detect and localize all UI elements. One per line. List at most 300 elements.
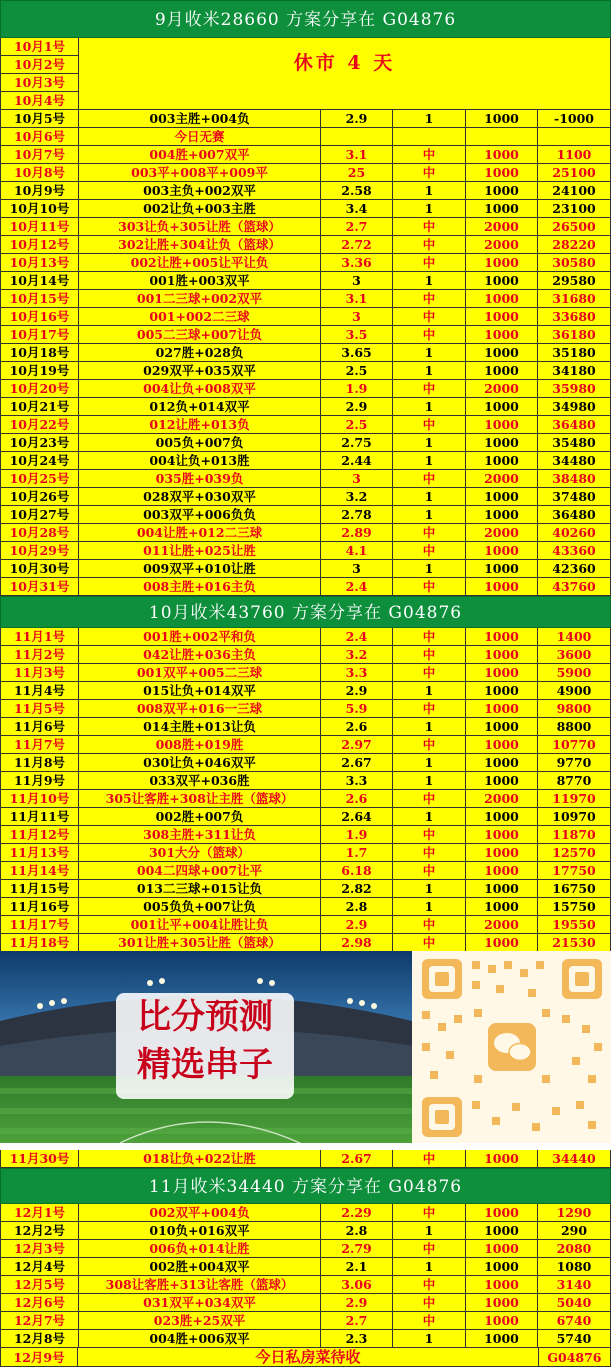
table-row (0, 578, 611, 596)
holiday-date: 10月2号 (0, 56, 79, 74)
row-date: 12月2号 (0, 1222, 79, 1239)
table-row (0, 128, 611, 146)
row-stake: 1000 (466, 1204, 538, 1221)
table-row (0, 1222, 611, 1240)
row-stake: 1000 (466, 862, 538, 879)
row-balance: 1100 (538, 146, 611, 163)
row-match: 004让负+013胜 (79, 452, 321, 469)
row-stake: 2000 (466, 524, 538, 541)
row-odds: 2.8 (321, 1222, 393, 1239)
table-row (0, 524, 611, 542)
row-balance: 11870 (538, 826, 611, 843)
row-stake: 1000 (466, 182, 538, 199)
row-match: 004二四球+007让平 (79, 862, 321, 879)
row-stake: 1000 (466, 754, 538, 771)
table-row (0, 200, 611, 218)
row-result: 1 (393, 808, 466, 825)
holiday-dates (0, 38, 79, 110)
row-date: 10月8号 (0, 164, 79, 181)
row-date: 10月24号 (0, 452, 79, 469)
row-date: 11月7号 (0, 736, 79, 753)
row-date: 11月10号 (0, 790, 79, 807)
row-balance: 1290 (538, 1204, 611, 1221)
row-stake: 1000 (466, 880, 538, 897)
row-balance: 19550 (538, 916, 611, 933)
row-match: 001双平+005二三球 (79, 664, 321, 681)
row-stake: 1000 (466, 416, 538, 433)
row-date: 11月4号 (0, 682, 79, 699)
row-result: 1 (393, 398, 466, 415)
table-row (0, 452, 611, 470)
row-match: 005二三球+007让负 (79, 326, 321, 343)
row-result: 中 (393, 326, 466, 343)
row-date: 10月6号 (0, 128, 79, 145)
row-date: 11月6号 (0, 718, 79, 735)
row-date: 12月8号 (0, 1330, 79, 1347)
row-date: 10月18号 (0, 344, 79, 361)
row-result: 1 (393, 506, 466, 523)
row-balance: 12570 (538, 844, 611, 861)
row-balance: 3600 (538, 646, 611, 663)
row-date: 11月14号 (0, 862, 79, 879)
table-row (0, 754, 611, 772)
row-stake: 1000 (466, 664, 538, 681)
row-match: 013二三球+015让负 (79, 880, 321, 897)
row-stake: 1000 (466, 362, 538, 379)
row-odds: 2.9 (321, 682, 393, 699)
row-result: 中 (393, 862, 466, 879)
row-balance: 5040 (538, 1294, 611, 1311)
row-date: 10月14号 (0, 272, 79, 289)
table-row (0, 380, 611, 398)
row-match: 035胜+039负 (79, 470, 321, 487)
row-odds: 1.9 (321, 826, 393, 843)
row-result: 1 (393, 1258, 466, 1275)
row-match: 002双平+004负 (79, 1204, 321, 1221)
row-date: 10月25号 (0, 470, 79, 487)
row-stake: 1000 (466, 308, 538, 325)
table-row (0, 646, 611, 664)
row-match: 012负+014双平 (79, 398, 321, 415)
table-row (0, 1294, 611, 1312)
row-balance: 34980 (538, 398, 611, 415)
row-odds: 2.7 (321, 1312, 393, 1329)
row-result: 中 (393, 736, 466, 753)
row-date: 10月19号 (0, 362, 79, 379)
row-date: 10月17号 (0, 326, 79, 343)
row-date: 10月16号 (0, 308, 79, 325)
row-result: 中 (393, 1150, 466, 1167)
row-odds: 2.72 (321, 236, 393, 253)
row-date: 10月30号 (0, 560, 79, 577)
table-row (0, 326, 611, 344)
row-odds: 2.9 (321, 1294, 393, 1311)
row-balance: 290 (538, 1222, 611, 1239)
table-row (0, 1330, 611, 1348)
holiday-message: 休市 4 天 (79, 38, 611, 110)
table-row (0, 718, 611, 736)
row-balance: 8800 (538, 718, 611, 735)
promo-banner[interactable] (0, 951, 611, 1143)
row-result: 1 (393, 772, 466, 789)
row-date: 10月15号 (0, 290, 79, 307)
row-match: 305让客胜+308让主胜（篮球） (79, 790, 321, 807)
row-match: 002让负+003主胜 (79, 200, 321, 217)
row-stake: 1000 (466, 560, 538, 577)
row-result: 中 (393, 700, 466, 717)
row-balance: 42360 (538, 560, 611, 577)
row-date: 10月21号 (0, 398, 79, 415)
november-tail-table (0, 1150, 611, 1168)
september-summary-banner: 9月收米28660 方案分享在 G04876 (0, 0, 611, 38)
row-result: 1 (393, 362, 466, 379)
row-odds: 2.4 (321, 628, 393, 645)
row-odds: 2.8 (321, 898, 393, 915)
row-odds: 3.1 (321, 146, 393, 163)
row-date: 10月29号 (0, 542, 79, 559)
row-date: 10月10号 (0, 200, 79, 217)
row-stake: 1000 (466, 398, 538, 415)
row-match: 今日无赛 (79, 128, 321, 145)
october-table (0, 110, 611, 596)
row-result: 1 (393, 560, 466, 577)
row-result: 中 (393, 164, 466, 181)
row-match: 028双平+030双平 (79, 488, 321, 505)
row-result: 中 (393, 646, 466, 663)
row-match: 008主胜+016主负 (79, 578, 321, 595)
row-date: 11月16号 (0, 898, 79, 915)
table-row (0, 344, 611, 362)
row-odds: 3.65 (321, 344, 393, 361)
row-odds: 2.44 (321, 452, 393, 469)
row-odds: 2.67 (321, 754, 393, 771)
row-stake: 2000 (466, 218, 538, 235)
row-odds: 2.75 (321, 434, 393, 451)
row-stake: 1000 (466, 1330, 538, 1347)
row-odds: 2.58 (321, 182, 393, 199)
row-match: 003平+008平+009平 (79, 164, 321, 181)
row-result: 中 (393, 254, 466, 271)
promo-line-2: 精选串子 (137, 1045, 273, 1085)
row-stake: 1000 (466, 254, 538, 271)
row-result: 中 (393, 790, 466, 807)
row-odds: 2.9 (321, 398, 393, 415)
table-row (0, 898, 611, 916)
row-match: 015让负+014双平 (79, 682, 321, 699)
row-date: 11月8号 (0, 754, 79, 771)
row-stake: 1000 (466, 934, 538, 951)
table-row (0, 1204, 611, 1222)
row-odds: 2.67 (321, 1150, 393, 1167)
footer-message: 今日私房菜待收 (78, 1348, 539, 1366)
table-row (0, 934, 611, 952)
row-odds: 3.5 (321, 326, 393, 343)
table-row (0, 1150, 611, 1168)
row-stake (466, 128, 538, 145)
row-date: 11月5号 (0, 700, 79, 717)
october-summary-banner: 10月收米43760 方案分享在 G04876 (0, 596, 611, 628)
row-date: 11月12号 (0, 826, 79, 843)
row-match: 301让胜+305让胜（篮球） (79, 934, 321, 951)
row-odds: 3 (321, 272, 393, 289)
row-result: 中 (393, 934, 466, 951)
table-row (0, 164, 611, 182)
row-date: 12月6号 (0, 1294, 79, 1311)
row-stake: 2000 (466, 470, 538, 487)
row-match: 029双平+035双平 (79, 362, 321, 379)
table-row (0, 844, 611, 862)
row-stake: 1000 (466, 488, 538, 505)
row-stake: 1000 (466, 844, 538, 861)
row-odds: 2.82 (321, 880, 393, 897)
row-match: 001胜+003双平 (79, 272, 321, 289)
row-stake: 1000 (466, 434, 538, 451)
row-odds: 2.1 (321, 1258, 393, 1275)
row-date: 11月17号 (0, 916, 79, 933)
holiday-date: 10月1号 (0, 38, 79, 56)
row-balance: 30580 (538, 254, 611, 271)
row-date: 11月13号 (0, 844, 79, 861)
row-stake: 2000 (466, 790, 538, 807)
row-match: 001二三球+002双平 (79, 290, 321, 307)
row-date: 11月2号 (0, 646, 79, 663)
row-balance: 1400 (538, 628, 611, 645)
row-balance: 36480 (538, 416, 611, 433)
row-match: 005负负+007让负 (79, 898, 321, 915)
row-stake: 1000 (466, 164, 538, 181)
december-table (0, 1204, 611, 1348)
row-result: 中 (393, 916, 466, 933)
row-match: 008双平+016一三球 (79, 700, 321, 717)
row-odds: 1.9 (321, 380, 393, 397)
table-row (0, 488, 611, 506)
row-result: 中 (393, 470, 466, 487)
row-odds: 3.3 (321, 772, 393, 789)
row-result: 中 (393, 664, 466, 681)
row-odds: 2.9 (321, 916, 393, 933)
table-row (0, 218, 611, 236)
row-match: 301大分（篮球） (79, 844, 321, 861)
table-row (0, 1240, 611, 1258)
table-row (0, 236, 611, 254)
row-match: 003主负+002双平 (79, 182, 321, 199)
table-row (0, 664, 611, 682)
row-result: 中 (393, 308, 466, 325)
row-result: 1 (393, 1222, 466, 1239)
row-match: 004让胜+012二三球 (79, 524, 321, 541)
row-stake: 1000 (466, 700, 538, 717)
row-balance: 4900 (538, 682, 611, 699)
row-result: 1 (393, 682, 466, 699)
footer-code: G04876 (539, 1348, 611, 1366)
row-balance: 5740 (538, 1330, 611, 1347)
row-odds: 3.2 (321, 488, 393, 505)
row-stake: 2000 (466, 236, 538, 253)
table-row (0, 826, 611, 844)
row-stake: 1000 (466, 146, 538, 163)
row-result: 中 (393, 1204, 466, 1221)
row-balance: 36480 (538, 506, 611, 523)
row-date: 10月22号 (0, 416, 79, 433)
row-stake: 1000 (466, 1240, 538, 1257)
row-stake: 1000 (466, 1258, 538, 1275)
row-balance: 43360 (538, 542, 611, 559)
row-match: 042让胜+036主负 (79, 646, 321, 663)
row-balance: 31680 (538, 290, 611, 307)
row-match: 302让胜+304让负（篮球） (79, 236, 321, 253)
row-date: 11月15号 (0, 880, 79, 897)
row-odds: 1.7 (321, 844, 393, 861)
row-odds: 6.18 (321, 862, 393, 879)
row-date: 11月30号 (0, 1150, 79, 1167)
row-match: 002胜+004双平 (79, 1258, 321, 1275)
row-odds: 2.5 (321, 362, 393, 379)
table-row (0, 682, 611, 700)
row-balance: 21530 (538, 934, 611, 951)
row-date: 10月12号 (0, 236, 79, 253)
table-row (0, 146, 611, 164)
row-result: 中 (393, 1276, 466, 1293)
row-odds: 3.06 (321, 1276, 393, 1293)
holiday-date: 10月4号 (0, 92, 79, 110)
row-date: 10月20号 (0, 380, 79, 397)
row-balance: 9770 (538, 754, 611, 771)
table-row (0, 790, 611, 808)
row-odds: 4.1 (321, 542, 393, 559)
row-date: 10月26号 (0, 488, 79, 505)
row-balance: 43760 (538, 578, 611, 595)
row-match: 018让负+022让胜 (79, 1150, 321, 1167)
row-date: 11月3号 (0, 664, 79, 681)
row-balance: 9800 (538, 700, 611, 717)
table-row (0, 560, 611, 578)
row-match: 033双平+036胜 (79, 772, 321, 789)
row-match: 002胜+007负 (79, 808, 321, 825)
row-date: 12月7号 (0, 1312, 79, 1329)
table-row (0, 1276, 611, 1294)
row-stake: 1000 (466, 826, 538, 843)
holiday-block (0, 38, 611, 110)
table-row (0, 308, 611, 326)
row-result: 1 (393, 880, 466, 897)
row-odds: 2.89 (321, 524, 393, 541)
row-balance: 34480 (538, 452, 611, 469)
row-match: 002让胜+005让平让负 (79, 254, 321, 271)
row-balance: 25100 (538, 164, 611, 181)
row-balance: 15750 (538, 898, 611, 915)
row-match: 011让胜+025让胜 (79, 542, 321, 559)
row-date: 12月1号 (0, 1204, 79, 1221)
table-row (0, 398, 611, 416)
row-result: 中 (393, 826, 466, 843)
row-result: 中 (393, 524, 466, 541)
row-match: 012让胜+013负 (79, 416, 321, 433)
row-balance: 35180 (538, 344, 611, 361)
table-row (0, 1312, 611, 1330)
row-date: 11月11号 (0, 808, 79, 825)
row-result: 1 (393, 200, 466, 217)
row-result: 中 (393, 416, 466, 433)
row-match: 027胜+028负 (79, 344, 321, 361)
row-result: 中 (393, 380, 466, 397)
row-odds: 3.1 (321, 290, 393, 307)
table-row (0, 110, 611, 128)
row-odds: 2.29 (321, 1204, 393, 1221)
row-balance: 24100 (538, 182, 611, 199)
row-balance: 38480 (538, 470, 611, 487)
row-stake: 1000 (466, 272, 538, 289)
table-row (0, 542, 611, 560)
row-match: 001+002二三球 (79, 308, 321, 325)
table-row (0, 290, 611, 308)
row-stake: 1000 (466, 646, 538, 663)
row-odds: 3.36 (321, 254, 393, 271)
row-odds: 5.9 (321, 700, 393, 717)
row-result: 中 (393, 236, 466, 253)
row-balance: 17750 (538, 862, 611, 879)
row-odds: 2.6 (321, 718, 393, 735)
row-odds: 3.2 (321, 646, 393, 663)
row-date: 10月23号 (0, 434, 79, 451)
row-balance: 5900 (538, 664, 611, 681)
row-stake: 2000 (466, 380, 538, 397)
row-stake: 1000 (466, 452, 538, 469)
row-result: 中 (393, 1240, 466, 1257)
table-row (0, 272, 611, 290)
row-stake: 1000 (466, 628, 538, 645)
row-stake: 1000 (466, 772, 538, 789)
row-odds (321, 128, 393, 145)
table-row (0, 736, 611, 754)
row-stake: 1000 (466, 808, 538, 825)
row-stake: 1000 (466, 326, 538, 343)
row-stake: 2000 (466, 916, 538, 933)
row-match: 009双平+010让胜 (79, 560, 321, 577)
row-result: 中 (393, 1312, 466, 1329)
row-match: 003主胜+004负 (79, 110, 321, 127)
row-match: 308让客胜+313让客胜（篮球） (79, 1276, 321, 1293)
row-odds: 25 (321, 164, 393, 181)
row-balance: 37480 (538, 488, 611, 505)
row-balance: 28220 (538, 236, 611, 253)
row-result: 1 (393, 754, 466, 771)
row-date: 12月5号 (0, 1276, 79, 1293)
row-balance: 10770 (538, 736, 611, 753)
row-match: 004让负+008双平 (79, 380, 321, 397)
row-balance: 6740 (538, 1312, 611, 1329)
row-stake: 1000 (466, 200, 538, 217)
row-stake: 1000 (466, 1222, 538, 1239)
footer-row (0, 1348, 611, 1367)
row-match: 308主胜+311让负 (79, 826, 321, 843)
row-odds: 3 (321, 560, 393, 577)
table-row (0, 362, 611, 380)
row-result: 1 (393, 718, 466, 735)
wechat-qr-code[interactable] (412, 951, 611, 1143)
row-odds: 3.3 (321, 664, 393, 681)
row-match: 004胜+007双平 (79, 146, 321, 163)
table-row (0, 254, 611, 272)
table-row (0, 700, 611, 718)
row-match: 005负+007负 (79, 434, 321, 451)
row-result: 中 (393, 218, 466, 235)
row-odds: 3.4 (321, 200, 393, 217)
row-date: 11月9号 (0, 772, 79, 789)
table-row (0, 182, 611, 200)
row-date: 11月18号 (0, 934, 79, 951)
row-stake: 1000 (466, 578, 538, 595)
promo-text (116, 993, 294, 1099)
